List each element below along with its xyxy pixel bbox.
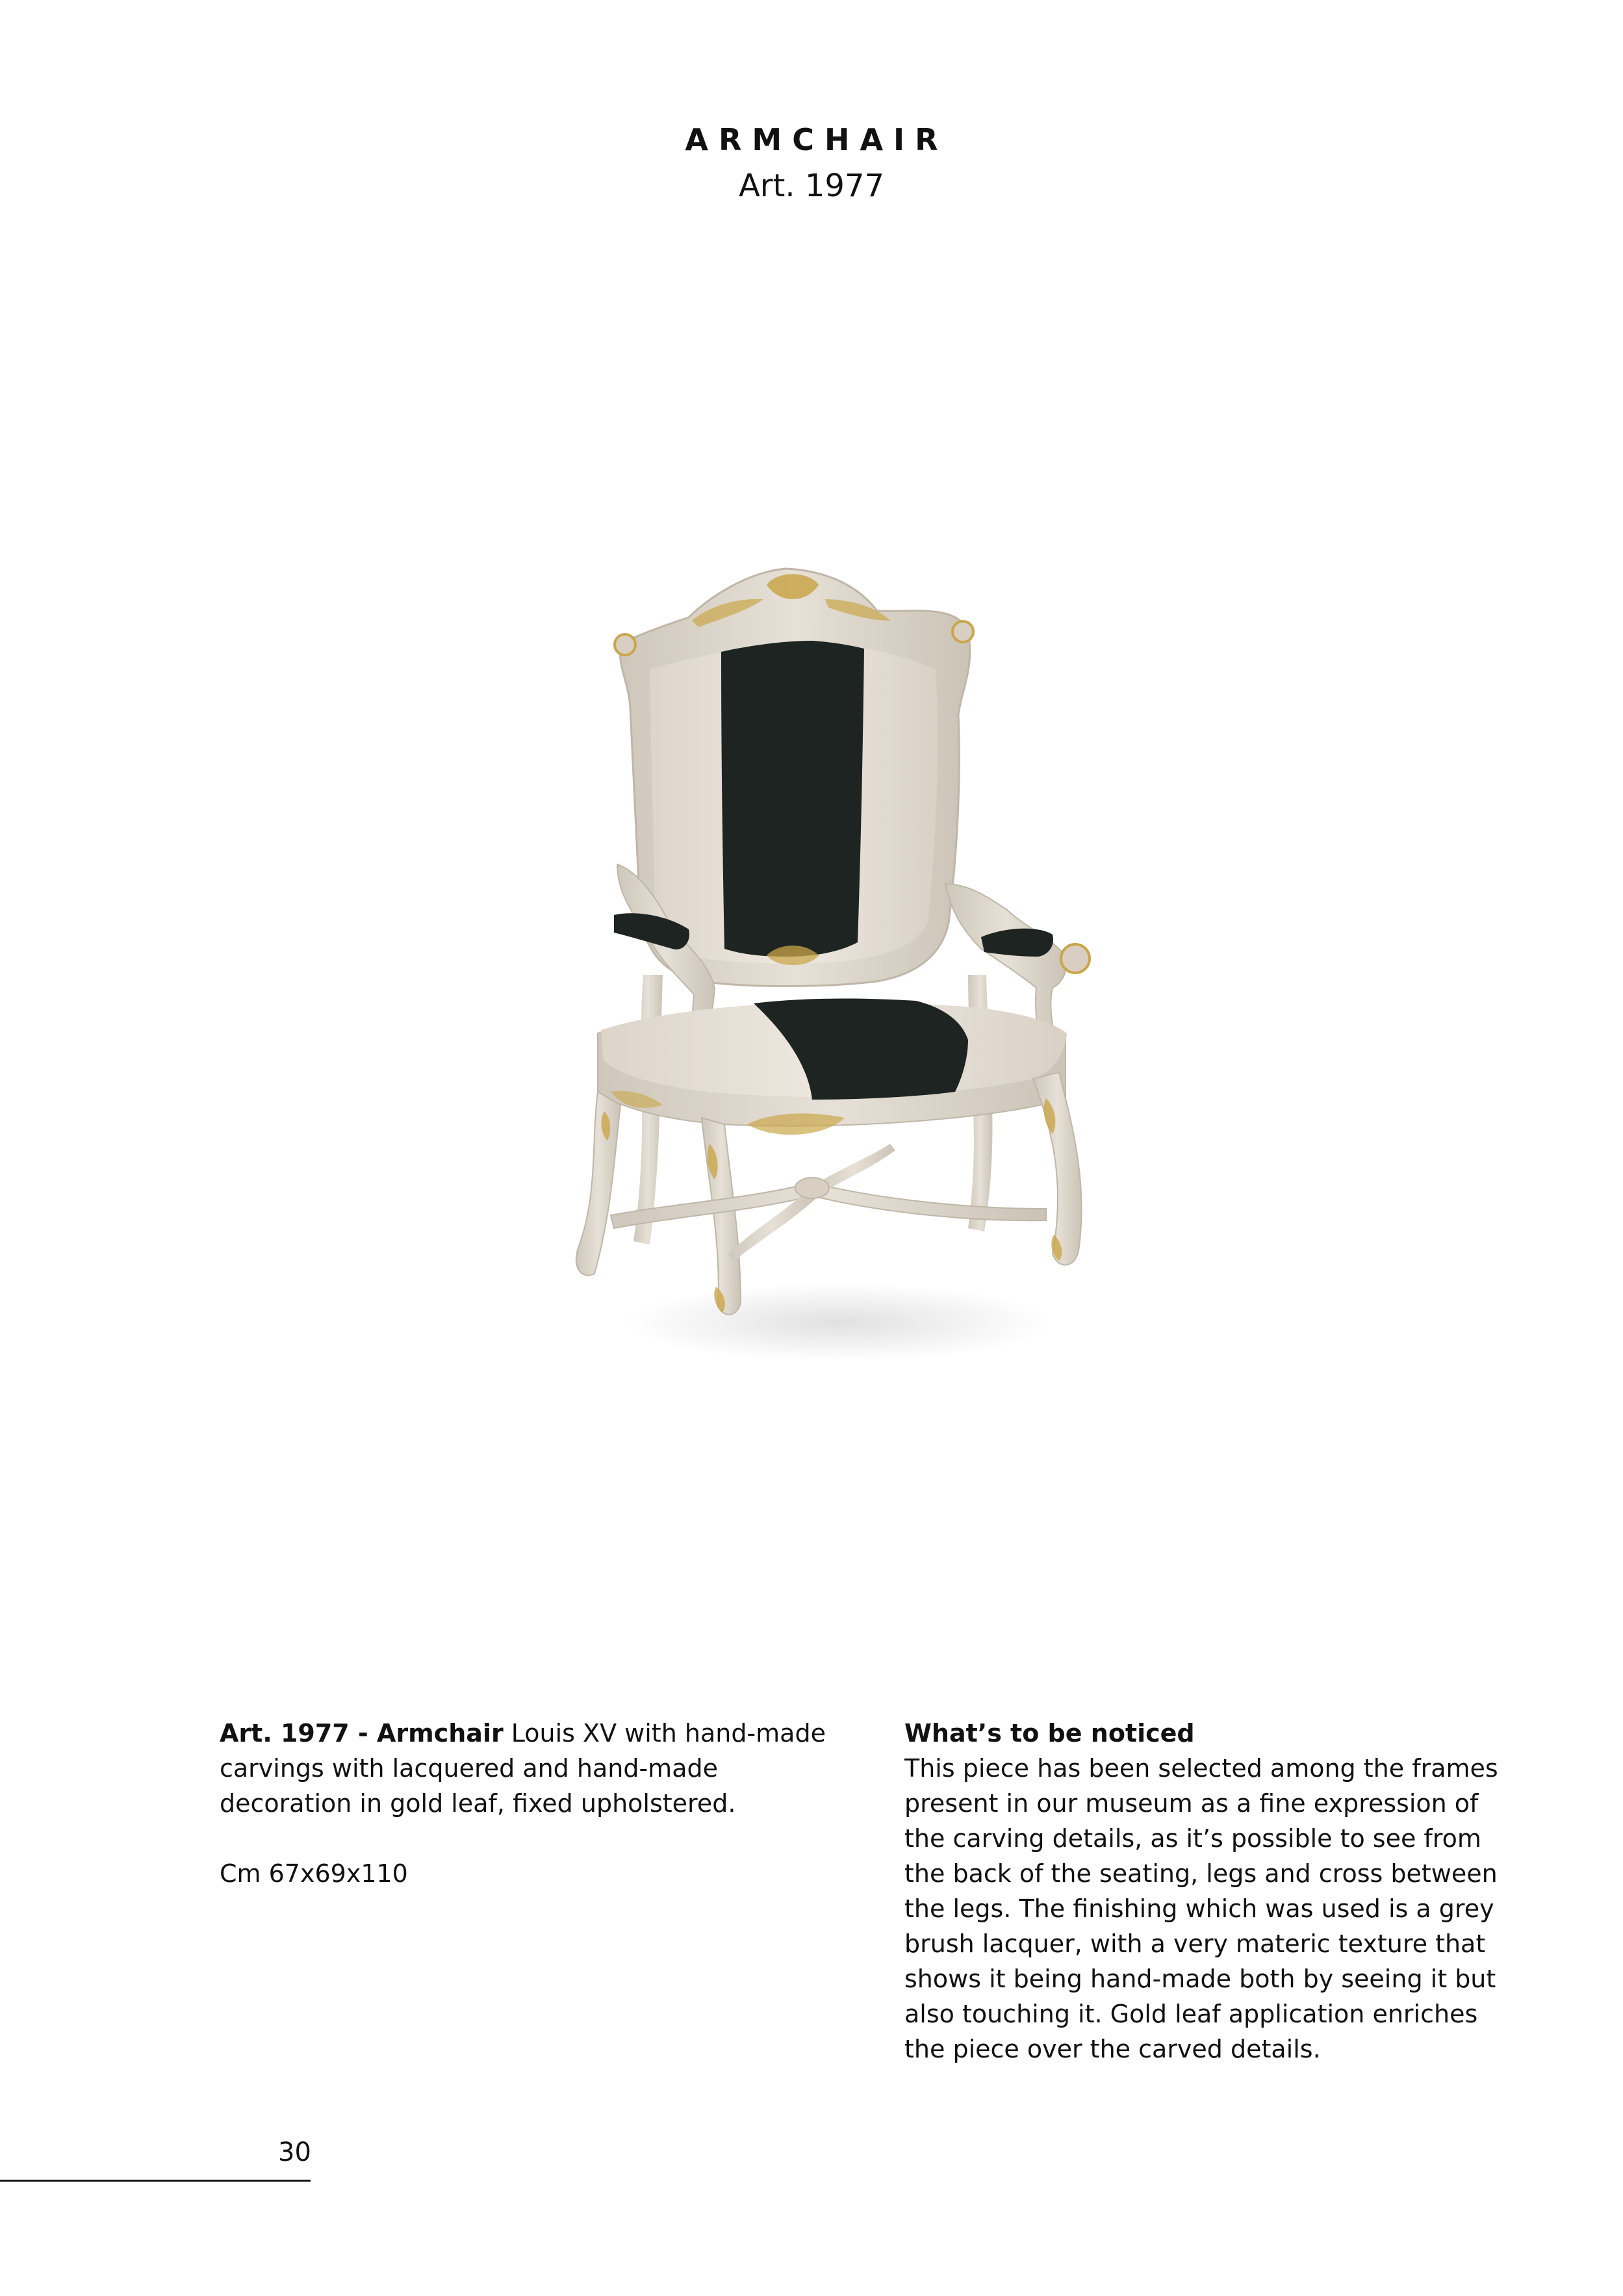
dimensions: Cm 67x69x110 — [220, 1859, 408, 1888]
notice-body: This piece has been selected among the frames present in our museum as a fine expression of the carving details, as it’s possible to see from the back of the seating, legs and cross between the legs. The finishing which was used is a grey brush lacquer, with a very materic texture that shows it being hand-made both by seeing it but also touching it. Gold leaf application enriches the piece over the carved details. — [904, 1754, 1498, 2063]
arm-knuckle-right — [1061, 944, 1090, 973]
finial-right — [952, 621, 973, 642]
front-leg-left — [576, 1092, 620, 1276]
article-number: Art. 1977 — [738, 168, 885, 204]
description-paragraph — [220, 1716, 830, 1821]
page-number: 30 — [278, 2137, 311, 2167]
description-text: Louis XV with hand-made carvings with lacquered and hand-made decoration in gold leaf, fixed upholstered. — [220, 1719, 826, 1818]
page-title: ARMCHAIR — [685, 122, 949, 157]
footer-rule — [0, 2180, 311, 2182]
armchair-image — [552, 559, 1137, 1410]
floor-shadow — [624, 1283, 1053, 1361]
description-column — [220, 1716, 830, 1891]
front-leg-mid — [702, 1118, 741, 1315]
back-stripe — [721, 641, 864, 957]
description-lead: Art. 1977 - Armchair — [220, 1719, 504, 1748]
stretcher-center — [795, 1178, 829, 1198]
notice-column — [904, 1716, 1502, 2067]
finial-left — [615, 634, 635, 655]
front-leg-right — [1033, 1072, 1082, 1265]
notice-heading: What’s to be noticed — [904, 1719, 1195, 1748]
page-header — [0, 117, 1623, 209]
